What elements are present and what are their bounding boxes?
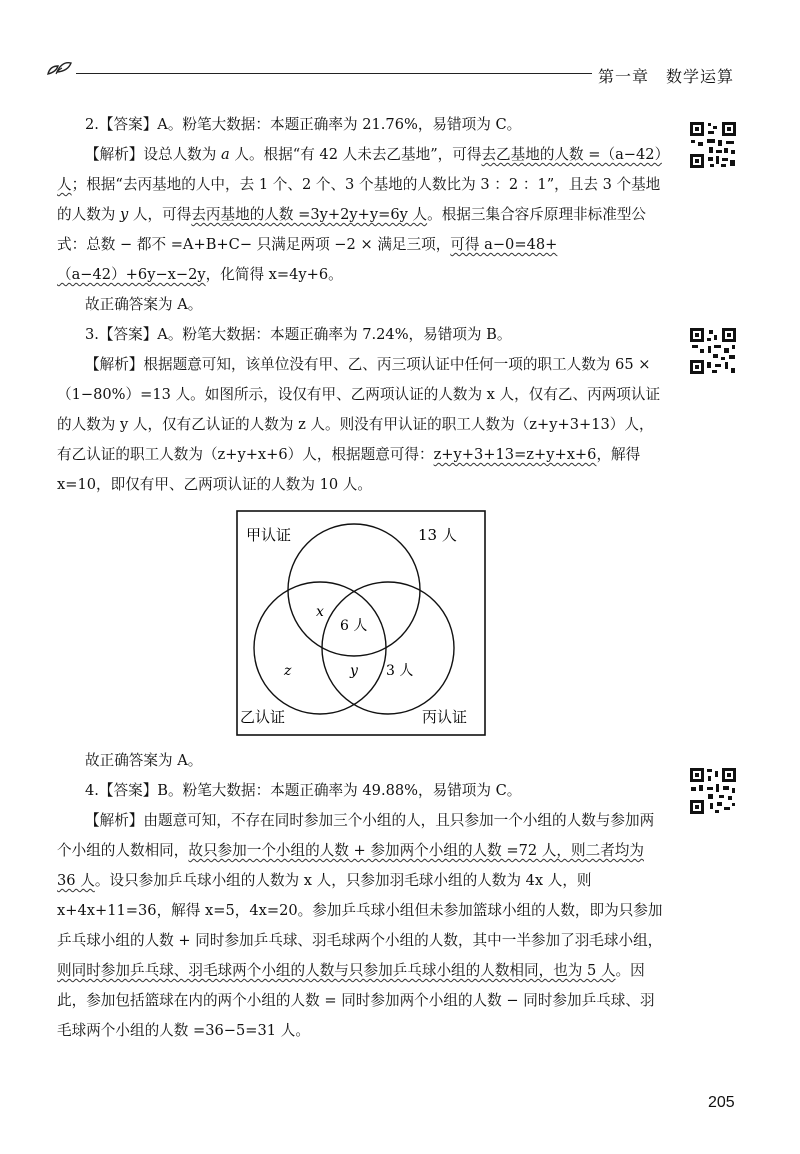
page-header xyxy=(0,0,800,110)
circle-yi xyxy=(254,582,386,714)
q3-answer: 3.【答案】A。粉笔大数据：本题正确率为 7.24%，易错项为 B。 xyxy=(85,326,512,343)
sprout-icon xyxy=(44,52,74,82)
venn-label-outside: 13 人 xyxy=(418,526,457,544)
venn-label-x: x xyxy=(316,604,324,620)
q4-analysis: 【解析】由题意可知，不存在同时参加三个小组的人，且只参加一个小组的人数与参加两个小组的人数相同，故只参加一个小组的人数 + 参加两个小组的人数 =72 人，则二者均为 36 人。设只参加乒乓球小组的人数为 x 人，只参加羽毛球小组的人数为 4x 人，则 x+4x+11=36，解得 x=5，4x=20。参加乒乓球小组但未参加篮球小组的人数，即为只参加乒乓球小组的人数 + 同时参加乒乓球、羽毛球两个小组的人数，其中一半参加了羽毛球小组，则同时参加乒乓球、羽毛球两个小组的人数与只参加乒乓球小组的人数相同，也为 5 人。因此，参加包括篮球在内的两个小组的人数 = 同时参加两个小组的人数 − 同时参加乒乓球、羽毛球两个小组的人数 =36−5=31 人。 xyxy=(57,812,663,1039)
venn-diagram-area xyxy=(57,510,663,740)
underlined-note: 可得 a−0=48+（a−42）+6y−x−2y xyxy=(57,236,558,283)
q2-analysis: 【解析】设总人数为 a 人。根据“有 42 人未去乙基地”，可得去乙基地的人数 =（a−42）人；根据“去丙基地的人中，去 1 个、2 个、3 个基地的人数比为 3 ：2 ：1”，且去 3 个基地的人数为 y 人，可得去丙基地的人数 =3y+2y+y=6y 人。根据三集合容斥原理非标准型公式：总数 − 都不 =A+B+C− 只满足两项 −2 × 满足三项，可得 a−0=48+（a−42）+6y−x−2y，化简得 x=4y+6。 xyxy=(57,146,662,283)
venn-label-center: 6 人 xyxy=(340,618,368,634)
venn-label-c-only: 3 人 xyxy=(386,663,414,679)
page-content xyxy=(57,110,663,1046)
underlined-note: 去丙基地的人数 =3y+2y+y=6y 人 xyxy=(191,206,428,223)
circle-jia xyxy=(288,524,420,656)
analysis-label: 【解析】 xyxy=(85,146,144,163)
q3-conclusion: 故正确答案为 A。 xyxy=(85,752,203,769)
circle-bing xyxy=(322,582,454,714)
q2-answer: 2.【答案】A。粉笔大数据：本题正确率为 21.76%，易错项为 C。 xyxy=(85,116,522,133)
underlined-note: 故只参加一个小组的人数 + 参加两个小组的人数 =72 人，则二者均为 36 人 xyxy=(57,842,644,889)
page-number: 205 xyxy=(708,1094,735,1111)
underlined-note: z+y+3+13=z+y+x+6 xyxy=(433,446,597,463)
qr-code-icon[interactable] xyxy=(688,326,738,376)
qr-code-icon[interactable] xyxy=(688,766,738,816)
chapter-title: 第一章 数学运算 xyxy=(598,67,735,86)
header-rule xyxy=(76,73,592,74)
venn-diagram xyxy=(236,510,486,736)
venn-label-yi: 乙认证 xyxy=(240,708,286,726)
q3-analysis: 【解析】根据题意可知，该单位没有甲、乙、丙三项认证中任何一项的职工人数为 65 ×（1−80%）=13 人。如图所示，设仅有甲、乙两项认证的人数为 x 人，仅有乙、丙两项认证的人数为 y 人，仅有乙认证的人数为 z 人。则没有甲认证的职工人数为（z+y+3+13）人，有乙认证的职工人数为（z+y+x+6）人，根据题意可得：z+y+3+13=z+y+x+6，解得 x=10，即仅有甲、乙两项认证的人数为 10 人。 xyxy=(57,356,661,493)
venn-label-bing: 丙认证 xyxy=(422,708,468,726)
venn-label-jia: 甲认证 xyxy=(246,526,292,544)
analysis-label: 【解析】 xyxy=(85,356,144,373)
analysis-label: 【解析】 xyxy=(85,812,144,829)
underlined-note: 则同时参加乒乓球、羽毛球两个小组的人数与只参加乒乓球小组的人数相同，也为 5 人 xyxy=(57,962,616,979)
underlined-note: 去乙基地的人数 =（a−42）人 xyxy=(57,146,662,193)
venn-label-z: z xyxy=(284,663,292,679)
q4-answer: 4.【答案】B。粉笔大数据：本题正确率为 49.88%，易错项为 C。 xyxy=(85,782,522,799)
q2-conclusion: 故正确答案为 A。 xyxy=(85,296,203,313)
qr-code-icon[interactable] xyxy=(688,120,738,170)
venn-label-y: y xyxy=(350,663,358,679)
